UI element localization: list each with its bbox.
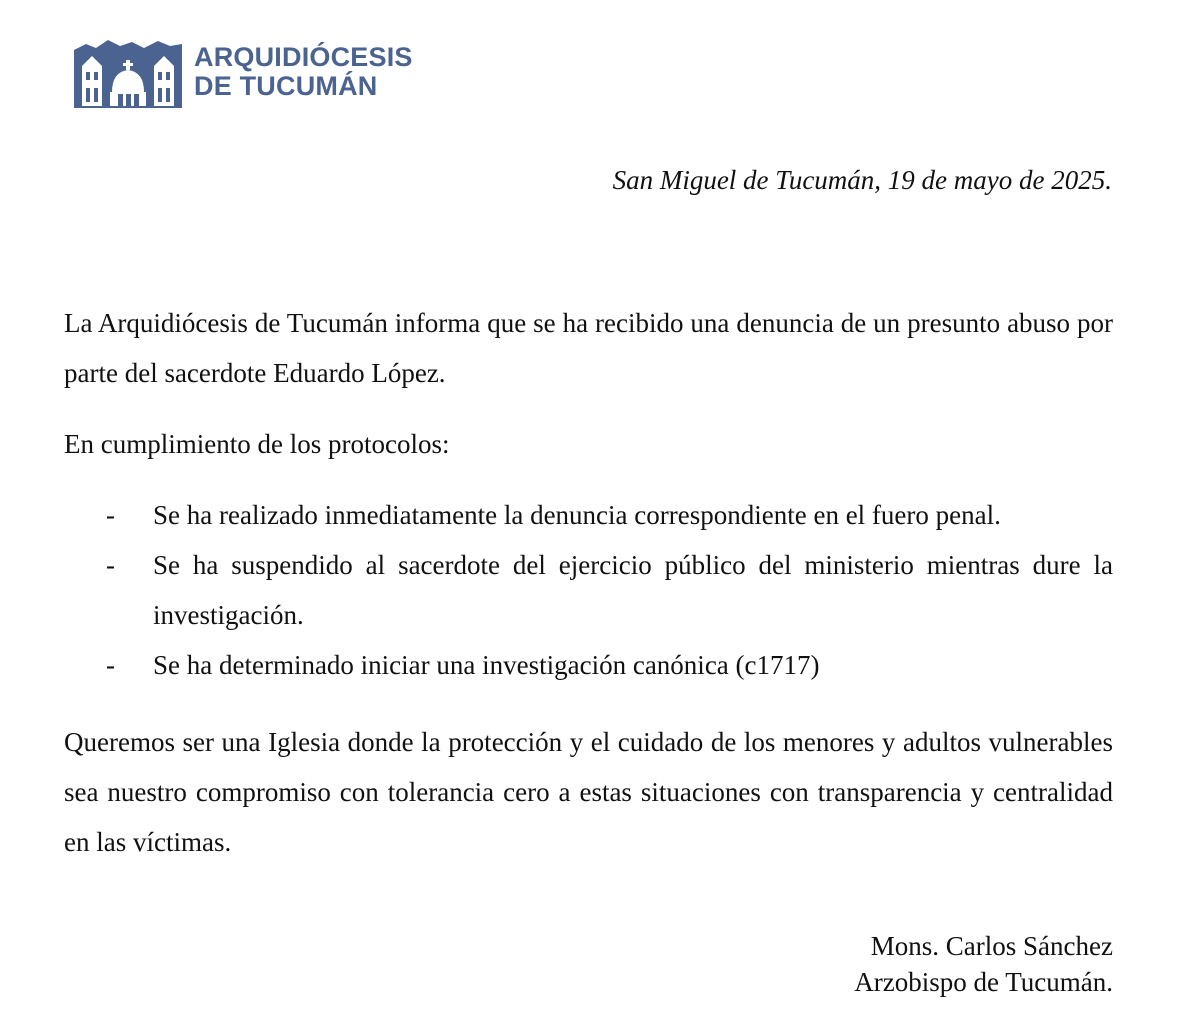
paragraph-announcement: La Arquidiócesis de Tucumán informa que se ha recibido una denuncia de un presunto abuso por parte del sacerdote Eduardo López. bbox=[64, 308, 1113, 388]
brand-line-1: ARQUIDIÓCESIS bbox=[194, 42, 413, 72]
list-item-text: Se ha determinado iniciar una investigación canónica (c1717) bbox=[153, 650, 820, 680]
bullet-dash: - bbox=[106, 550, 115, 580]
brand-name bbox=[194, 43, 413, 101]
list-item bbox=[0, 490, 1113, 540]
bullet-dash: - bbox=[106, 500, 115, 530]
list-item bbox=[0, 640, 1113, 690]
cathedral-icon bbox=[74, 36, 182, 108]
list-item bbox=[0, 540, 1113, 640]
signatory-name: Mons. Carlos Sánchez bbox=[870, 931, 1113, 961]
paragraph-protocols-intro: En cumplimiento de los protocolos: bbox=[64, 429, 450, 459]
signatory-title: Arzobispo de Tucumán. bbox=[854, 967, 1113, 997]
bullet-dash: - bbox=[106, 650, 115, 680]
date-line: San Miguel de Tucumán, 19 de mayo de 2025. bbox=[612, 165, 1112, 195]
paragraph-commitment: Queremos ser una Iglesia donde la protección y el cuidado de los menores y adultos vulnerables sea nuestro compromiso con tolerancia cero a estas situaciones con transparencia y centralidad en las víctimas. bbox=[64, 727, 1113, 857]
protocol-list bbox=[0, 490, 1113, 690]
list-item-text: Se ha realizado inmediatamente la denuncia correspondiente en el fuero penal. bbox=[153, 500, 1001, 530]
signature-block bbox=[854, 928, 1113, 1000]
brand-line-2: DE TUCUMÁN bbox=[194, 71, 378, 101]
list-item-text: Se ha suspendido al sacerdote del ejercicio público del ministerio mientras dure la investigación. bbox=[153, 550, 1113, 630]
header-logo bbox=[74, 36, 413, 108]
